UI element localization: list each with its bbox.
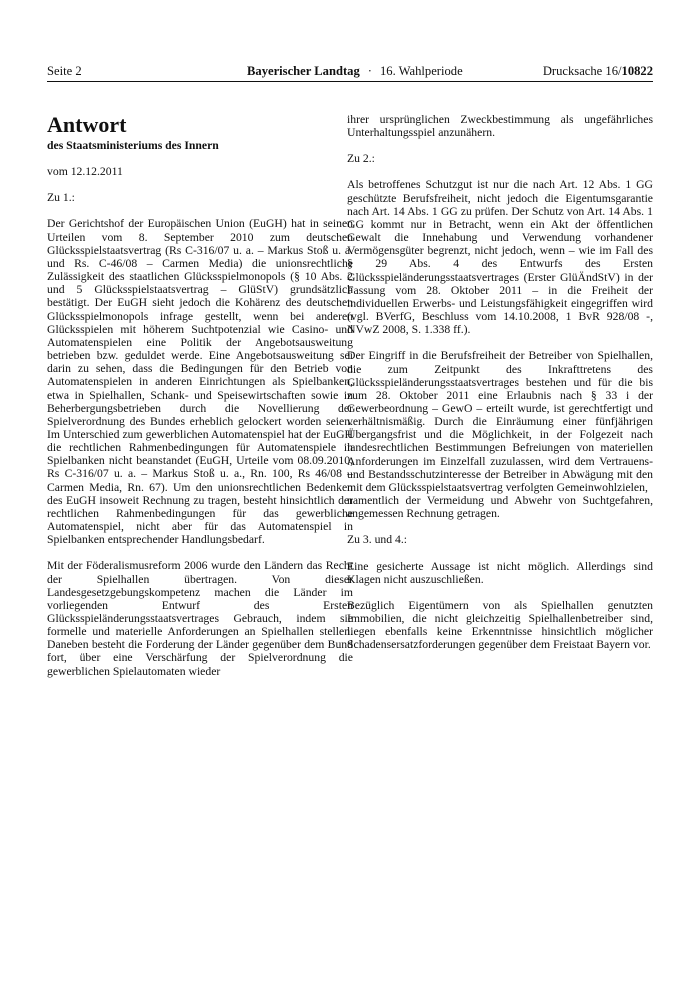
section-heading-zu-2: Zu 2.: xyxy=(347,152,375,166)
answer-ministry: des Staatsministeriums des Innern xyxy=(47,139,219,152)
header-parliament-period xyxy=(247,63,463,79)
header-rule xyxy=(47,81,653,82)
header-separator: · xyxy=(367,64,372,78)
document-number: 10822 xyxy=(621,64,653,78)
paragraph-continuation: ihrer ursprünglichen Zweckbestimmung als ungefährliches Unterhaltungsspiel anzunähern. xyxy=(347,113,653,140)
paragraph-zu-2-schutzgut: Als betroffenes Schutzgut ist nur die nach Art. 12 Abs. 1 GG geschützte Berufsfreiheit, nicht jedoch die Eigentumsgarantie nach Art. 14 Abs. 1 GG zu prüfen. Der Schutz von Art. 14 Abs. 1 GG kommt nur in Betracht, wenn ein Akt der öffentlichen Gewalt die Innehabung und Verwendung vorhandener Vermögensgüter begrenzt, nicht jedoch, wenn – wie im Fall des § 29 Abs. 4 des Entwurfs des Ersten Glücksspieländerungsstaatsvertrages (Erster GlüÄndStV) in der Fassung vom 28. Oktober 2011 – in die Freiheit der individuellen Erwerbs- und Leistungsfähigkeit eingegriffen wird (vgl. BVerfG, Beschluss vom 14.10.2008, 1 BvR 928/08 -, NVwZ 2008, S. 1.338 ff.). xyxy=(347,178,653,337)
document-label: Drucksache 16/ xyxy=(542,64,622,78)
parliament-name: Bayerischer Landtag xyxy=(247,64,360,78)
paragraph-zu-1-eugh: Der Gerichtshof der Europäischen Union (EuGH) hat in seinen Urteilen vom 8. September 2010 zum deutschen Glücksspielstaatsvertrag (Rs C-316/07 u. a. – Markus Stoß u. a. und Rs. C-46/08 – Carmen Media) die unionsrechtliche Zulässigkeit des staatlichen Glücksspielmonopols (§ 10 Abs. 2 und 5 Glücksspielstaatsvertrag – GlüStV) grundsätzlich bestätigt. Der EuGH sieht jedoch die Kohärenz des deutschen Glücksspielmonopols infrage gestellt, wenn bei anderen Glücksspielen mit höherem Suchtpotenzial wie Casino- und Automatenspielen eine Politik der Angebotsausweitung betrieben bzw. geduldet werde. Eine Angebotsausweitung sei darin zu sehen, dass die Bedingungen für den Betrieb von Automatenspielen in anderen Einrichtungen als Spielbanken, etwa in Spielhallen, Schank- und Speisewirtschaften sowie in Beherbergungsbetrieben durch die Novellierung der Spielverordnung des Bundes erheblich gelockert worden seien. Im Unterschied zum gewerblichen Automatenspiel hat der EuGH die rechtlichen Rahmenbedingungen für Automatenspiele in Spielbanken nicht beanstandet (EuGH, Urteile vom 08.09.2010, Rs C-316/07 u. a. – Markus Stoß u. a., Rn. 100, Rs 46/08 – Carmen Media, Rn. 67). Um den unionsrechtlichen Bedenken des EuGH insoweit Rechnung zu tragen, besteht hinsichtlich der rechtlichen Rahmenbedingungen für das gewerbliche Automatenspiel, nicht aber für das Automatenspiel in Spielbanken entsprechender Handlungsbedarf. xyxy=(47,217,353,547)
page-header xyxy=(47,63,653,79)
document-reference xyxy=(543,63,653,79)
left-column xyxy=(47,113,353,678)
section-heading-zu-1: Zu 1.: xyxy=(47,191,75,205)
answer-date: vom 12.12.2011 xyxy=(47,165,123,179)
answer-title: Antwort xyxy=(47,112,127,137)
paragraph-zu-3-4-eigentuemer: Bezüglich Eigentümern von als Spielhallen genutzten Immobilien, die nicht gleichzeitig Spielhallenbetreiber sind, liegen ebenfalls keine Erkenntnisse hinsichtlich möglicher Schadensersatzforderungen gegenüber dem Freistaat Bayern vor. xyxy=(347,598,653,652)
section-heading-zu-3-4: Zu 3. und 4.: xyxy=(347,533,408,547)
paragraph-zu-1-foederalismusreform: Mit der Föderalismusreform 2006 wurde den Ländern das Recht der Spielhallen übertragen. Von dieser Landesgesetzgebungskompetenz machen die Länder im vorliegenden Entwurf des Ersten Glücksspieländerungsstaatsvertrages Gebrauch, indem sie formelle und materielle Anforderungen an Spielhallen stellen. Daneben besteht die Forderung der Länder gegenüber dem Bund fort, über eine Verschärfung der Spielverordnung die gewerblichen Spielautomaten wieder xyxy=(47,559,353,678)
legislative-period: 16. Wahlperiode xyxy=(379,64,463,78)
page-number: Seite 2 xyxy=(47,64,82,78)
paragraph-zu-2-eingriff: Der Eingriff in die Berufsfreiheit der Betreiber von Spielhallen, die zum Zeitpunkt des Inkrafttretens des Glücksspieländerungsstaatsvertrages bestehen und für die bis zum 28. Oktober 2011 eine Erlaubnis nach § 33 i der Gewerbeordnung – GewO – erteilt wurde, ist gerechtfertigt und verhältnismäßig. Durch die Einräumung einer fünfjährigen Übergangsfrist und die Möglichkeit, in der Folgezeit nach landesrechtlichen Bestimmungen Befreiungen von materiellen Anforderungen im Einzelfall zuzulassen, wird dem Vertrauens- und Bestandsschutzinteresse der Betreiber in Abwägung mit den mit dem Glücksspielstaatsvertrag verfolgten Gemeinwohlzielen, xyxy=(347,349,653,494)
right-column xyxy=(347,113,653,664)
paragraph-zu-2-suchtgefahren: namentlich der Vermeidung und Abwehr von Suchtgefahren, angemessen Rechnung getragen. xyxy=(347,494,653,521)
paragraph-zu-3-4-aussage: Eine gesicherte Aussage ist nicht möglich. Allerdings sind Klagen nicht auszuschließen. xyxy=(347,559,653,586)
